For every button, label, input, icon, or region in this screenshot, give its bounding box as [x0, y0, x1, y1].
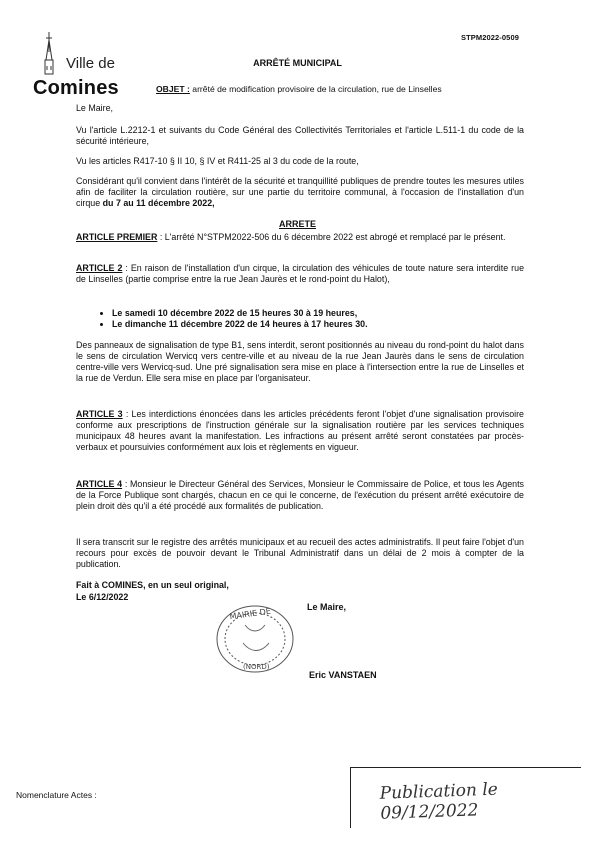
article-3-label: ARTICLE 3 — [76, 409, 123, 419]
article-premier — [76, 232, 524, 243]
mairie-stamp-seal — [213, 603, 297, 675]
article-4-text: : Monsieur le Directeur Général des Services, Monsieur le Commissaire de Police, et tous les Agents de la Force Publique sont chargés, chacun en ce qui le concerne, de l'exécution du présent arrêté exécutoire de plein droit dès qu'il a été procédé aux formalités de publication. — [76, 479, 524, 511]
article-2-text: : En raison de l'installation d'un cirque, la circulation des véhicules de toute nature sera interdite rue de Linselles (partie comprise entre la rue Jean Jaurès et le rond-point du Halot), — [76, 263, 524, 284]
article-3-text: : Les interdictions énoncées dans les articles précédents feront l'objet d'une signalisation provisoire conforme aux prescriptions de l'instruction générale sur la signalisation routière par les services techniques municipaux 48 heures avant la manifestation. Les infractions au présent arrêté seront constatées par procès-verbaux et poursuivies conformément aux lois et règlements en vigueur. — [76, 409, 524, 452]
objet-label: OBJET : — [156, 84, 190, 94]
objet-text: arrêté de modification provisoire de la circulation, rue de Linselles — [189, 84, 442, 94]
arrete-heading: ARRETE — [278, 219, 316, 229]
preamble-vu-1: Vu l'article L.2212-1 et suivants du Code Général des Collectivités Territoriales et l'article L.511-1 du code de la sécurité intérieure, — [76, 125, 524, 146]
preamble-vu-2: Vu les articles R417-10 § II 10, § IV et R411-25 al 3 du code de la route, — [76, 156, 359, 166]
publication-handwritten: Publication le 09/12/2022 — [379, 779, 499, 824]
signature-date: Le 6/12/2022 — [76, 592, 129, 602]
date-item-dimanche: • Le dimanche 11 décembre 2022 de 14 heures à 17 heures 30. — [112, 319, 524, 330]
article-2 — [76, 263, 524, 285]
considerant-text: Considérant qu'il convient dans l'intérêt de la sécurité et tranquillité publiques de prendre toutes les mesures utiles afin de faciliter la circulation routière, sur une partie du territoire communal, à l'occasion de l'installation d'un cirque — [76, 176, 524, 208]
date-item-samedi: • Le samedi 10 décembre 2022 de 15 heures 30 à 19 heures, — [112, 308, 524, 319]
article-4 — [76, 479, 524, 512]
article-3 — [76, 409, 524, 453]
article-premier-label: ARTICLE PREMIER — [76, 232, 158, 242]
transcription-note: Il sera transcrit sur le registre des arrêtés municipaux et au recueil des actes administratifs. Il peut faire l'objet d'un recours pour excès de pouvoir devant le Tribunal Administratif dans un délai de 2 mois à compter de la publication. — [76, 537, 524, 569]
logo-ville-text: Ville de — [66, 55, 115, 72]
article-2-dates — [76, 308, 524, 330]
logo-comines-text: Comines — [33, 77, 119, 99]
preamble-considerant — [76, 176, 524, 209]
le-maire-signature-title: Le Maire, — [307, 602, 347, 612]
objet-line — [156, 84, 442, 94]
article-2-signalisation: Des panneaux de signalisation de type B1, sens interdit, seront positionnés au niveau du rond-point du halot dans le sens de circulation Wervicq vers centre-ville et au niveau de la rue Jean Jaurès dans le sens de circulation centre-ville vers Wervicq-sud. Une pré signalisation sera mise en place à l'intersection entre la rue de Linselles et la rue de Verdun. Elle sera mise en place par l'organisateur. — [76, 340, 524, 383]
svg-text:MAIRIE DE: MAIRIE DE — [229, 606, 272, 622]
article-premier-text: : L'arrêté N°STPM2022-506 du 6 décembre 2022 est abrogé et remplacé par le présent. — [157, 232, 506, 242]
fait-a-comines: Fait à COMINES, en un seul original, — [76, 580, 229, 590]
considerant-dates: du 7 au 11 décembre 2022, — [102, 198, 215, 208]
svg-text:(NORD): (NORD) — [243, 663, 270, 671]
article-4-label: ARTICLE 4 — [76, 479, 123, 489]
document-reference: STPM2022-0509 — [460, 33, 519, 42]
document-title: ARRÊTÉ MUNICIPAL — [253, 58, 342, 68]
preamble-le-maire: Le Maire, — [76, 103, 113, 113]
article-2-label: ARTICLE 2 — [76, 263, 123, 273]
signatory-name: Eric VANSTAEN — [309, 670, 377, 680]
nomenclature-label: Nomenclature Actes : — [16, 790, 97, 800]
